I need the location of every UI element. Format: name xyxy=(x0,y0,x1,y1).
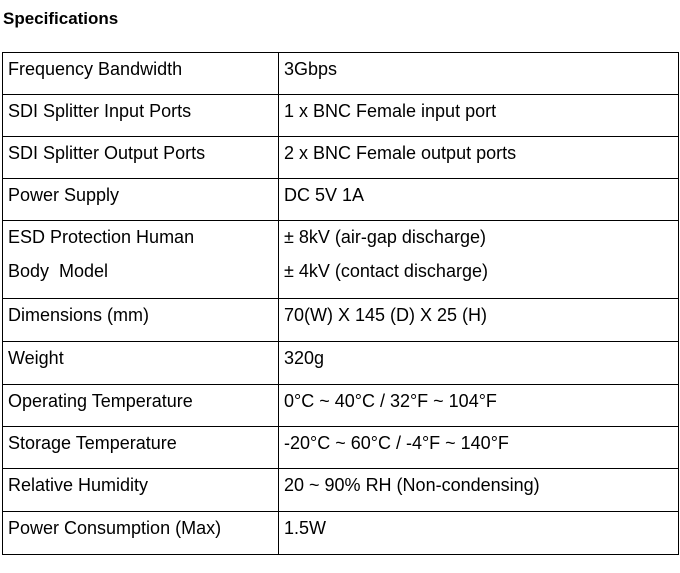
table-row xyxy=(3,342,679,385)
table-row xyxy=(3,221,679,299)
spec-value: 1.5W xyxy=(284,518,327,538)
spec-label-cell xyxy=(3,512,279,555)
spec-label-cell xyxy=(3,469,279,512)
table-row xyxy=(3,427,679,469)
spec-label: Power Consumption (Max) xyxy=(8,518,222,538)
spec-label: Storage Temperature xyxy=(8,433,177,453)
spec-value: 70(W) X 145 (D) X 25 (H) xyxy=(284,305,488,325)
spec-value-cell xyxy=(279,385,679,427)
spec-value-cell xyxy=(279,342,679,385)
spec-label: Body Model xyxy=(8,261,109,281)
table-row xyxy=(3,95,679,137)
spec-label: Frequency Bandwidth xyxy=(8,59,183,79)
spec-label: ESD Protection Human xyxy=(8,227,195,247)
spec-label-cell xyxy=(3,299,279,342)
table-row xyxy=(3,512,679,555)
spec-value-cell xyxy=(279,469,679,512)
spec-label: SDI Splitter Input Ports xyxy=(8,101,192,121)
spec-label: Power Supply xyxy=(8,185,120,205)
spec-value-cell xyxy=(279,179,679,221)
table-row xyxy=(3,179,679,221)
spec-value-cell xyxy=(279,512,679,555)
spec-value-cell xyxy=(279,95,679,137)
spec-value: 1 x BNC Female input port xyxy=(284,101,497,121)
table-row xyxy=(3,53,679,95)
spec-label: SDI Splitter Output Ports xyxy=(8,143,206,163)
spec-value-cell xyxy=(279,427,679,469)
spec-label: Relative Humidity xyxy=(8,475,149,495)
spec-value: ± 8kV (air-gap discharge) xyxy=(284,227,486,247)
spec-value: 20 ~ 90% RH (Non-condensing) xyxy=(284,475,540,495)
spec-value: 3Gbps xyxy=(284,59,338,79)
spec-value: 2 x BNC Female output ports xyxy=(284,143,517,163)
spec-label-cell xyxy=(3,179,279,221)
spec-label-cell xyxy=(3,221,279,299)
spec-label-cell xyxy=(3,137,279,179)
spec-value-cell xyxy=(279,137,679,179)
table-row xyxy=(3,137,679,179)
spec-label-cell xyxy=(3,342,279,385)
spec-label: Dimensions (mm) xyxy=(8,305,150,325)
spec-value-cell xyxy=(279,299,679,342)
spec-value: 320g xyxy=(284,348,325,368)
table-row xyxy=(3,469,679,512)
spec-label-cell xyxy=(3,385,279,427)
spec-label-cell xyxy=(3,427,279,469)
spec-value: 0°C ~ 40°C / 32°F ~ 104°F xyxy=(284,391,497,411)
specifications-table xyxy=(2,52,679,555)
spec-value: ± 4kV (contact discharge) xyxy=(284,261,488,281)
spec-value: DC 5V 1A xyxy=(284,185,365,205)
page-title: Specifications xyxy=(3,9,119,28)
table-row xyxy=(3,299,679,342)
spec-label-cell xyxy=(3,53,279,95)
spec-label-cell xyxy=(3,95,279,137)
spec-value-cell xyxy=(279,53,679,95)
spec-value-cell xyxy=(279,221,679,299)
table-row xyxy=(3,385,679,427)
spec-label: Weight xyxy=(8,348,64,368)
spec-label: Operating Temperature xyxy=(8,391,193,411)
spec-value: -20°C ~ 60°C / -4°F ~ 140°F xyxy=(284,433,509,453)
specifications-table-body xyxy=(3,53,679,555)
